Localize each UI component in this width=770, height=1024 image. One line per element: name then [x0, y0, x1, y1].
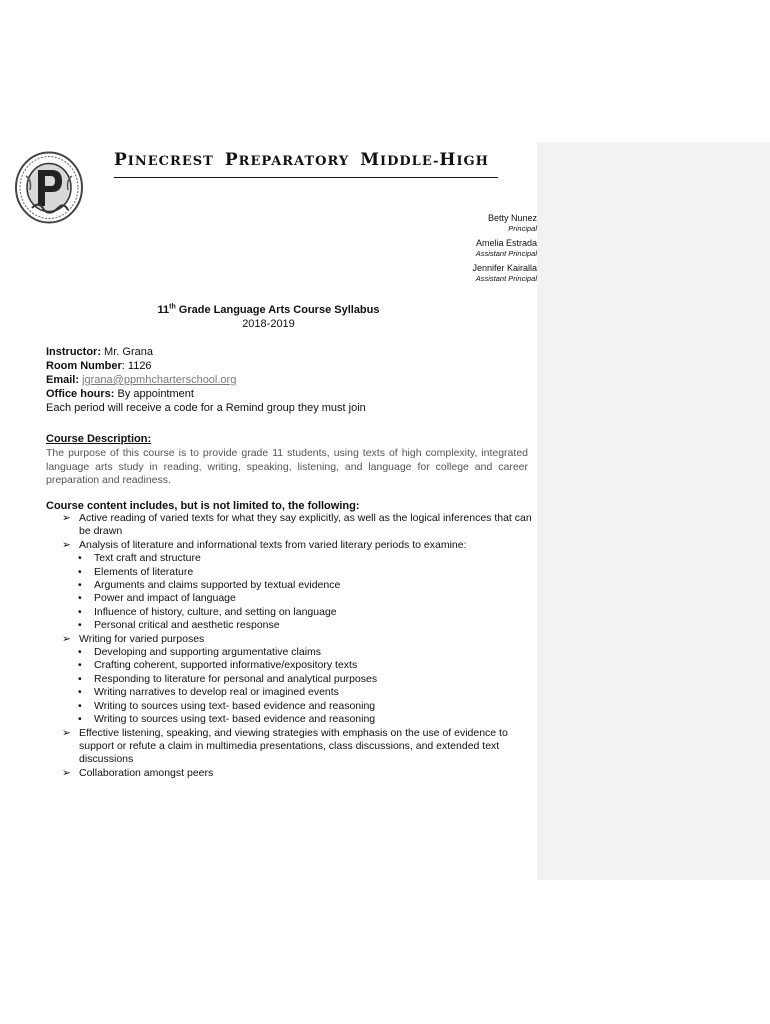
content-subitem-text: Elements of literature — [94, 565, 194, 578]
email-line — [46, 373, 366, 387]
bullet-icon: • — [78, 699, 82, 712]
staff-name: Jennifer Kairalla — [472, 263, 537, 273]
syllabus-title — [0, 303, 537, 331]
staff-role: Assistant Principal — [475, 249, 537, 258]
staff-role: Assistant Principal — [475, 274, 537, 283]
content-subitem — [62, 646, 532, 659]
content-subitem — [62, 619, 532, 632]
office-hours-label: Office hours: — [46, 388, 115, 400]
arrow-bullet-icon: ➢ — [62, 632, 71, 645]
content-item — [62, 633, 532, 646]
bullet-icon: • — [78, 646, 82, 659]
grade-suffix: th — [169, 303, 176, 311]
content-item — [62, 539, 532, 552]
content-subitem — [62, 673, 532, 686]
course-name: Grade Language Arts Course Syllabus — [175, 304, 380, 316]
comment-pane — [537, 142, 770, 880]
content-subitem-text: Personal critical and aesthetic response — [94, 619, 280, 632]
bullet-icon: • — [78, 552, 82, 565]
staff-name: Amelia Estrada — [475, 238, 537, 248]
arrow-bullet-icon: ➢ — [62, 766, 71, 779]
office-hours-line — [46, 387, 366, 401]
staff-member — [472, 263, 537, 284]
content-subitem-text: Responding to literature for personal and analytical purposes — [94, 672, 378, 685]
office-hours-value: By appointment — [114, 388, 194, 400]
content-subitem — [62, 566, 532, 579]
content-item-text: Writing for varied purposes — [79, 632, 205, 645]
bullet-icon: • — [78, 659, 82, 672]
content-subitem-text: Developing and supporting argumentative claims — [94, 646, 322, 659]
staff-name: Betty Nunez — [487, 213, 537, 223]
content-subitem — [62, 579, 532, 592]
course-content-list — [62, 512, 532, 780]
school-name — [114, 150, 489, 170]
content-subitem — [62, 713, 532, 726]
syllabus-title-line1 — [0, 303, 537, 317]
content-subitem-text: Writing narratives to develop real or imagined events — [94, 686, 339, 699]
instructor-label: Instructor: — [46, 346, 101, 358]
course-content-heading: Course content includes, but is not limited to, the following: — [46, 500, 360, 512]
content-subitem-text: Influence of history, culture, and setting on language — [94, 605, 337, 618]
arrow-bullet-icon: ➢ — [62, 726, 71, 739]
content-subitem-text: Crafting coherent, supported informative/expository texts — [94, 659, 358, 672]
content-item-text: Analysis of literature and informational texts from varied literary periods to examine: — [79, 538, 467, 551]
instructor-line — [46, 345, 366, 359]
content-subitem — [62, 606, 532, 619]
grade-number: 11 — [157, 304, 170, 316]
content-item — [62, 767, 532, 780]
remind-note: Each period will receive a code for a Remind group they must join — [46, 402, 366, 414]
bullet-icon: • — [78, 605, 82, 618]
room-label: Room Number — [46, 360, 122, 372]
school-name-text: PINECREST PREPARATORY MIDDLE-HIGH — [114, 150, 489, 170]
bullet-icon: • — [78, 686, 82, 699]
staff-list — [472, 213, 537, 288]
bullet-icon: • — [78, 565, 82, 578]
content-item-text: Active reading of varied texts for what they say explicitly, as well as the logical inferences that can be drawn — [79, 512, 532, 538]
staff-member — [472, 213, 537, 234]
content-subitem — [62, 659, 532, 672]
content-subitem-text: Arguments and claims supported by textual evidence — [94, 579, 341, 592]
content-item-text: Effective listening, speaking, and viewing strategies with emphasis on the use of evidence to support or refute a claim in multimedia presentations, class discussions, and extended text discussions — [79, 726, 508, 766]
course-description-heading: Course Description: — [46, 433, 152, 445]
arrow-bullet-icon: ➢ — [62, 512, 71, 524]
staff-member — [472, 238, 537, 259]
bullet-icon: • — [78, 713, 82, 726]
room-line — [46, 359, 366, 373]
staff-role: Principal — [508, 224, 537, 233]
bullet-icon: • — [78, 579, 82, 592]
school-year: 2018-2019 — [242, 318, 295, 330]
bullet-icon: • — [78, 592, 82, 605]
content-subitem — [62, 686, 532, 699]
email-link[interactable]: jgrana@ppmhcharterschool.org — [82, 374, 237, 386]
content-subitem-text: Power and impact of language — [94, 592, 236, 605]
bullet-icon: • — [78, 672, 82, 685]
content-subitem-text: Writing to sources using text- based evidence and reasoning — [94, 699, 376, 712]
content-subitem — [62, 592, 532, 605]
content-item — [62, 512, 532, 539]
room-value: : 1126 — [121, 360, 152, 372]
content-subitem-text: Writing to sources using text- based evidence and reasoning — [94, 713, 376, 726]
instructor-info — [46, 345, 366, 415]
content-subitem — [62, 552, 532, 565]
email-label: Email: — [46, 374, 80, 386]
content-item-text: Collaboration amongst peers — [79, 766, 214, 779]
arrow-bullet-icon: ➢ — [62, 538, 71, 551]
content-item — [62, 727, 532, 767]
header-rule — [114, 177, 498, 178]
school-seal-logo — [14, 150, 84, 225]
bullet-icon: • — [78, 619, 82, 632]
content-subitem-text: Text craft and structure — [94, 552, 201, 565]
instructor-value: Mr. Grana — [101, 346, 153, 358]
content-subitem — [62, 700, 532, 713]
course-description-body: The purpose of this course is to provide grade 11 students, using texts of high complexity, integrated language arts study in reading, writing, speaking, listening, and language for college and career preparation and readiness. — [46, 447, 528, 486]
